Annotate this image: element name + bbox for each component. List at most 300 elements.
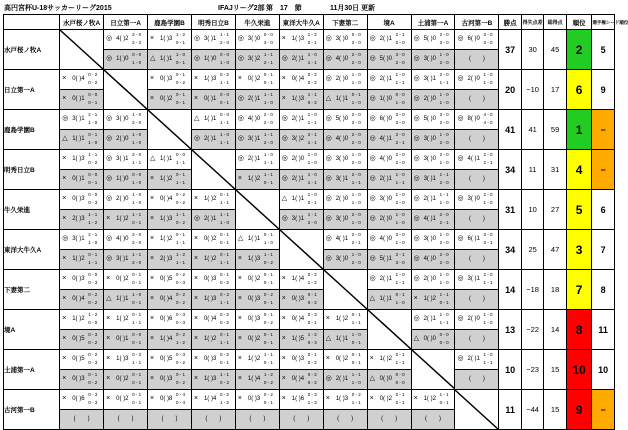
match-score: 0( )2 bbox=[247, 336, 261, 342]
match-result-first-leg bbox=[279, 390, 323, 410]
seed-rank: − bbox=[592, 110, 615, 150]
match-score: 0( )4 bbox=[203, 316, 217, 322]
result-symbol: ◎ bbox=[325, 115, 332, 122]
table-row bbox=[4, 230, 615, 250]
result-symbol: × bbox=[62, 195, 67, 202]
pending-match: ( ) bbox=[468, 336, 485, 342]
match-result-second-leg bbox=[148, 90, 192, 110]
match-result-first-leg bbox=[60, 350, 104, 370]
second-half-score: 0 - 1 bbox=[263, 340, 273, 345]
first-half-score: 3 - 0 bbox=[395, 52, 405, 57]
self-match-cell bbox=[367, 310, 411, 350]
team-points: 34 bbox=[499, 150, 521, 190]
first-half-score: 1 - 0 bbox=[351, 252, 361, 257]
match-result-first-leg bbox=[60, 390, 104, 410]
match-score: 1( )1 bbox=[247, 236, 261, 242]
first-half-score: 1 - 0 bbox=[219, 132, 229, 137]
seed-rank: − bbox=[592, 150, 615, 190]
first-half-score: 1 - 0 bbox=[439, 52, 449, 57]
first-half-score: 2 - 0 bbox=[439, 252, 449, 257]
first-half-score: 0 - 2 bbox=[176, 292, 186, 297]
result-symbol: × bbox=[281, 355, 286, 362]
result-symbol: ◎ bbox=[281, 55, 288, 62]
goals-for: 47 bbox=[544, 230, 566, 270]
round-label: 第 17 節 bbox=[266, 5, 302, 12]
result-symbol: ◎ bbox=[457, 275, 464, 282]
updated-label: 11月30日 更新 bbox=[330, 5, 376, 12]
league-table bbox=[3, 14, 628, 430]
match-score: 6( )1 bbox=[467, 236, 480, 242]
result-symbol: × bbox=[281, 295, 286, 302]
first-half-score: 2 - 1 bbox=[395, 32, 405, 37]
match-result-second-leg bbox=[191, 50, 235, 70]
result-symbol: × bbox=[150, 95, 155, 102]
match-result-second-leg bbox=[148, 210, 192, 230]
first-half-score: 1 - 0 bbox=[483, 312, 493, 317]
match-result-first-leg bbox=[279, 110, 323, 130]
match-result-second-leg bbox=[279, 130, 323, 150]
second-half-score: 1 - 1 bbox=[307, 140, 317, 145]
match-score: 1( )5 bbox=[291, 336, 305, 342]
match-result-second-leg bbox=[323, 90, 367, 110]
result-symbol: × bbox=[281, 95, 286, 102]
second-half-score: 1 - 3 bbox=[307, 400, 317, 405]
match-score: 1( )3 bbox=[335, 396, 349, 402]
match-score: 1( )3 bbox=[247, 256, 261, 262]
row-team-name: 牛久栄進 bbox=[4, 190, 60, 230]
match-result-second-leg bbox=[191, 330, 235, 350]
second-half-score: 0 - 1 bbox=[263, 400, 273, 405]
first-half-score: 0 - 0 bbox=[88, 92, 98, 97]
result-symbol: ◎ bbox=[62, 235, 69, 242]
match-result-first-leg bbox=[279, 270, 323, 290]
second-half-score: 1 - 0 bbox=[263, 100, 273, 105]
result-symbol: × bbox=[62, 255, 67, 262]
match-score: 1( )2 bbox=[203, 196, 217, 202]
first-half-score: 0 - 3 bbox=[88, 392, 98, 397]
first-half-score: 1 - 0 bbox=[395, 272, 405, 277]
second-half-score: 0 - 1 bbox=[219, 240, 229, 245]
match-result-first-leg bbox=[104, 270, 148, 290]
second-half-score: 1 - 0 bbox=[88, 140, 98, 145]
second-half-score: 1 - 0 bbox=[351, 100, 361, 105]
match-score: 1( )2 bbox=[423, 296, 436, 302]
goals-for: 17 bbox=[544, 70, 566, 110]
second-half-score: 1 - 0 bbox=[483, 80, 493, 85]
match-score: 1( )2 bbox=[72, 256, 85, 262]
first-half-score: 0 - 1 bbox=[219, 192, 229, 197]
match-score: 0( )2 bbox=[203, 236, 217, 242]
first-half-score: 0 - 0 bbox=[132, 332, 142, 337]
second-half-score: 2 - 0 bbox=[395, 160, 405, 165]
match-score: 2( )0 bbox=[467, 316, 480, 322]
second-half-score: 0 - 4 bbox=[176, 400, 186, 405]
match-result-second-leg bbox=[367, 370, 411, 390]
first-half-score: 2 - 0 bbox=[439, 32, 449, 37]
column-header-team: 明秀日立B bbox=[191, 15, 235, 30]
match-result-first-leg bbox=[104, 150, 148, 170]
result-symbol: ◎ bbox=[325, 155, 332, 162]
second-half-score: 0 - 1 bbox=[439, 300, 449, 305]
table-row bbox=[4, 390, 615, 410]
second-half-score: 1 - 0 bbox=[263, 240, 273, 245]
second-half-score: 1 - 0 bbox=[439, 280, 449, 285]
result-symbol: ◎ bbox=[325, 255, 332, 262]
second-half-score: 2 - 0 bbox=[351, 160, 361, 165]
match-result-first-leg bbox=[235, 230, 279, 250]
result-symbol: × bbox=[193, 95, 199, 102]
first-half-score: 1 - 0 bbox=[395, 72, 405, 77]
match-score: 0( )3 bbox=[291, 296, 305, 302]
first-half-score: 0 - 1 bbox=[263, 272, 273, 277]
match-result-second-leg bbox=[411, 290, 455, 310]
second-half-score: 0 - 2 bbox=[88, 300, 98, 305]
first-half-score: 1 - 1 bbox=[219, 32, 229, 37]
second-half-score: 0 - 1 bbox=[263, 360, 273, 365]
first-half-score: 1 - 0 bbox=[439, 132, 449, 137]
second-half-score: 1 - 0 bbox=[351, 380, 361, 385]
second-half-score: 3 - 0 bbox=[351, 120, 361, 125]
match-score: 0( )3 bbox=[160, 376, 173, 382]
match-score: 1( )3 bbox=[160, 216, 173, 222]
first-half-score: 0 - 1 bbox=[176, 72, 186, 77]
row-team-name: 古河第一B bbox=[4, 390, 60, 430]
result-symbol: ◎ bbox=[281, 115, 288, 122]
second-half-score: 0 - 2 bbox=[219, 320, 229, 325]
first-half-score: 0 - 0 bbox=[219, 112, 229, 117]
match-score: 0( )5 bbox=[72, 336, 85, 342]
first-half-score: 1 - 0 bbox=[351, 192, 361, 197]
match-score: 1( )1 bbox=[72, 136, 85, 142]
match-result-second-leg bbox=[191, 290, 235, 310]
self-match-cell bbox=[104, 70, 148, 110]
column-header-team: 土浦第一A bbox=[411, 15, 455, 30]
match-result-second-leg bbox=[279, 410, 323, 430]
match-result-second-leg bbox=[411, 210, 455, 230]
match-score: 2( )0 bbox=[335, 76, 349, 82]
match-score: 1( )2 bbox=[160, 236, 173, 242]
goal-difference: −18 bbox=[521, 270, 543, 310]
result-symbol: ◎ bbox=[413, 235, 420, 242]
result-symbol: × bbox=[150, 175, 155, 182]
first-half-score: 2 - 0 bbox=[483, 272, 493, 277]
rank-badge: 10 bbox=[566, 350, 592, 390]
match-score: 2( )1 bbox=[379, 36, 392, 42]
match-result-first-leg bbox=[191, 190, 235, 210]
match-score: 0( )2 bbox=[247, 76, 261, 82]
first-half-score: 2 - 0 bbox=[395, 152, 405, 157]
match-score: 1( )3 bbox=[116, 356, 129, 362]
match-result-first-leg bbox=[191, 30, 235, 50]
second-half-score: 3 - 0 bbox=[395, 260, 405, 265]
match-result-first-leg bbox=[279, 310, 323, 330]
match-score: 1( )4 bbox=[291, 276, 305, 282]
match-result-first-leg bbox=[191, 110, 235, 130]
match-result-first-leg bbox=[367, 350, 411, 370]
pending-match: ( ) bbox=[381, 416, 398, 422]
first-half-score: 0 - 3 bbox=[176, 312, 186, 317]
match-score: 4( )0 bbox=[116, 236, 129, 242]
first-half-score: 2 - 1 bbox=[395, 252, 405, 257]
match-result-first-leg bbox=[455, 230, 499, 250]
match-score: 0( )1 bbox=[203, 96, 217, 102]
table-row bbox=[4, 350, 615, 370]
match-score: 0( )4 bbox=[160, 296, 173, 302]
result-symbol: × bbox=[281, 275, 286, 282]
second-half-score: 0 - 2 bbox=[219, 280, 229, 285]
first-half-score: 0 - 3 bbox=[307, 312, 317, 317]
first-half-score: 0 - 1 bbox=[88, 372, 98, 377]
match-score: 2( )0 bbox=[423, 276, 436, 282]
result-symbol: × bbox=[237, 275, 242, 282]
match-result-first-leg bbox=[104, 390, 148, 410]
diagonal-line bbox=[455, 390, 498, 429]
match-result-second-leg bbox=[323, 130, 367, 150]
diagonal-line bbox=[324, 270, 367, 309]
second-half-score: 2 - 0 bbox=[351, 60, 361, 65]
match-score: 0( )3 bbox=[247, 296, 261, 302]
match-score: 1( )2 bbox=[423, 396, 436, 402]
match-score: 1( )1 bbox=[160, 56, 173, 62]
match-score: 3( )0 bbox=[467, 196, 480, 202]
second-half-score: 1 - 2 bbox=[176, 340, 186, 345]
header-row bbox=[4, 15, 615, 30]
match-score: 2( )1 bbox=[423, 196, 436, 202]
result-symbol: × bbox=[62, 175, 67, 182]
match-result-first-leg bbox=[148, 310, 192, 330]
league-name: IFAJリーグ2部 bbox=[218, 5, 265, 12]
match-result-second-leg bbox=[323, 410, 367, 430]
table-row bbox=[4, 270, 615, 290]
match-score: 3( )1 bbox=[72, 236, 85, 242]
match-result-first-leg bbox=[235, 30, 279, 50]
match-result-second-leg bbox=[191, 90, 235, 110]
match-result-second-leg bbox=[60, 130, 104, 150]
match-score: 1( )2 bbox=[247, 356, 261, 362]
match-score: 1( )2 bbox=[247, 176, 261, 182]
result-symbol: × bbox=[237, 335, 242, 342]
match-result-second-leg bbox=[191, 250, 235, 270]
match-score: 0( )2 bbox=[335, 356, 349, 362]
result-symbol: × bbox=[62, 215, 67, 222]
match-result-first-leg bbox=[104, 30, 148, 50]
match-result-second-leg bbox=[367, 250, 411, 270]
first-half-score: 1 - 0 bbox=[132, 112, 142, 117]
second-half-score: 0 - 3 bbox=[88, 360, 98, 365]
first-half-score: 1 - 0 bbox=[439, 312, 449, 317]
second-half-score: 1 - 1 bbox=[176, 260, 186, 265]
match-result-second-leg bbox=[235, 330, 279, 350]
result-symbol: ◎ bbox=[369, 115, 376, 122]
self-match-cell bbox=[323, 270, 367, 310]
match-result-second-leg bbox=[323, 50, 367, 70]
result-symbol: △ bbox=[106, 295, 112, 302]
first-half-score: 2 - 0 bbox=[132, 232, 142, 237]
match-score: 3( )0 bbox=[335, 36, 349, 42]
first-half-score: 0 - 2 bbox=[351, 392, 361, 397]
result-symbol: ◎ bbox=[457, 315, 464, 322]
result-symbol: ◎ bbox=[325, 175, 332, 182]
match-score: 4( )2 bbox=[116, 36, 129, 42]
second-half-score: 0 - 3 bbox=[88, 280, 98, 285]
seed-rank: 7 bbox=[592, 230, 615, 270]
match-score: 6( )0 bbox=[467, 36, 480, 42]
match-result-second-leg bbox=[60, 210, 104, 230]
match-score: 4( )1 bbox=[423, 216, 436, 222]
second-half-score: 0 - 3 bbox=[307, 340, 317, 345]
first-half-score: 0 - 0 bbox=[88, 192, 98, 197]
result-symbol: × bbox=[106, 215, 111, 222]
result-symbol: × bbox=[150, 375, 155, 382]
result-symbol: × bbox=[150, 275, 155, 282]
match-score: 4( )0 bbox=[379, 236, 392, 242]
column-header-team: 東洋大牛久A bbox=[279, 15, 323, 30]
second-half-score: 1 - 1 bbox=[483, 280, 493, 285]
first-half-score: 1 - 0 bbox=[307, 192, 317, 197]
pending-match: ( ) bbox=[468, 376, 485, 382]
result-symbol: × bbox=[106, 315, 111, 322]
match-result-second-leg bbox=[279, 210, 323, 230]
first-half-score: 1 - 1 bbox=[263, 352, 273, 357]
first-half-score: 0 - 2 bbox=[307, 72, 317, 77]
self-match-cell bbox=[455, 390, 499, 430]
second-half-score: 1 - 0 bbox=[88, 120, 98, 125]
first-half-score: 0 - 1 bbox=[88, 132, 98, 137]
match-score: 3( )0 bbox=[423, 136, 436, 142]
result-symbol: ◎ bbox=[281, 135, 288, 142]
goal-difference: 11 bbox=[521, 150, 543, 190]
second-half-score: 2 - 0 bbox=[439, 240, 449, 245]
first-half-score: 2 - 0 bbox=[351, 132, 361, 137]
first-half-score: 3 - 0 bbox=[395, 232, 405, 237]
match-result-second-leg bbox=[323, 210, 367, 230]
result-symbol: × bbox=[150, 295, 155, 302]
seed-rank: 11 bbox=[592, 310, 615, 350]
match-score: 1( )3 bbox=[160, 36, 173, 42]
first-half-score: 0 - 3 bbox=[88, 332, 98, 337]
match-result-second-leg bbox=[60, 250, 104, 270]
second-half-score: 2 - 0 bbox=[439, 140, 449, 145]
first-half-score: 2 - 0 bbox=[483, 152, 493, 157]
first-half-score: 0 - 2 bbox=[176, 272, 186, 277]
match-result-first-leg bbox=[323, 350, 367, 370]
match-result-second-leg bbox=[367, 290, 411, 310]
goals-for: 27 bbox=[544, 190, 566, 230]
result-symbol: ◎ bbox=[369, 95, 376, 102]
match-result-first-leg bbox=[191, 310, 235, 330]
first-half-score: 0 - 1 bbox=[351, 352, 361, 357]
second-half-score: 0 - 3 bbox=[176, 320, 186, 325]
match-result-second-leg bbox=[148, 330, 192, 350]
result-symbol: ◎ bbox=[281, 175, 288, 182]
first-half-score: 0 - 1 bbox=[219, 272, 229, 277]
goals-for: 15 bbox=[544, 390, 566, 430]
match-score: 4( )1 bbox=[379, 136, 392, 142]
match-score: 3( )1 bbox=[116, 156, 129, 162]
second-half-score: 0 - 0 bbox=[395, 40, 405, 45]
match-score: 0( )2 bbox=[247, 276, 261, 282]
result-symbol: ◎ bbox=[369, 195, 376, 202]
match-score: 1( )1 bbox=[335, 336, 349, 342]
match-result-second-leg bbox=[455, 250, 499, 270]
second-half-score: 2 - 0 bbox=[439, 60, 449, 65]
seed-rank: − bbox=[592, 390, 615, 430]
first-half-score: 1 - 0 bbox=[395, 212, 405, 217]
match-result-first-leg bbox=[367, 150, 411, 170]
result-symbol: △ bbox=[150, 155, 156, 162]
pending-match: ( ) bbox=[468, 296, 485, 302]
match-score: 0( )4 bbox=[72, 296, 85, 302]
second-half-score: 0 - 1 bbox=[176, 60, 186, 65]
second-half-score: 1 - 1 bbox=[132, 160, 142, 165]
first-half-score: 0 - 2 bbox=[176, 192, 186, 197]
match-score: 3( )1 bbox=[467, 276, 480, 282]
second-half-score: 3 - 0 bbox=[483, 40, 493, 45]
match-score: 0( )4 bbox=[291, 376, 305, 382]
match-result-first-leg bbox=[367, 270, 411, 290]
result-symbol: ◎ bbox=[193, 215, 201, 222]
result-symbol: × bbox=[237, 375, 242, 382]
result-symbol: ◎ bbox=[106, 175, 113, 182]
first-half-score: 1 - 1 bbox=[307, 212, 317, 217]
second-half-score: 0 - 1 bbox=[395, 400, 405, 405]
result-symbol: × bbox=[62, 395, 67, 402]
first-half-score: 0 - 0 bbox=[176, 152, 186, 157]
second-half-score: 0 - 1 bbox=[263, 280, 273, 285]
goal-difference: 41 bbox=[521, 110, 543, 150]
result-symbol: ◎ bbox=[369, 75, 376, 82]
first-half-score: 0 - 1 bbox=[219, 252, 229, 257]
second-half-score: 1 - 0 bbox=[351, 220, 361, 225]
second-half-score: 0 - 1 bbox=[307, 200, 317, 205]
second-half-score: 1 - 1 bbox=[176, 240, 186, 245]
second-half-score: 0 - 1 bbox=[176, 100, 186, 105]
first-half-score: 3 - 0 bbox=[483, 232, 493, 237]
match-result-first-leg bbox=[323, 150, 367, 170]
result-symbol: ◎ bbox=[237, 35, 244, 42]
first-half-score: 1 - 1 bbox=[219, 372, 229, 377]
match-score: 1( )0 bbox=[116, 176, 129, 182]
rank-badge: 5 bbox=[566, 190, 592, 230]
first-half-score: 0 - 1 bbox=[176, 172, 186, 177]
first-half-score: 1 - 1 bbox=[263, 132, 273, 137]
first-half-score: 0 - 0 bbox=[219, 52, 229, 57]
match-result-first-leg bbox=[235, 70, 279, 90]
first-half-score: 1 - 1 bbox=[439, 172, 449, 177]
match-result-first-leg bbox=[235, 110, 279, 130]
first-half-score: 0 - 0 bbox=[395, 372, 405, 377]
goals-for: 15 bbox=[544, 350, 566, 390]
second-half-score: 1 - 1 bbox=[219, 140, 229, 145]
match-score: 4( )0 bbox=[423, 256, 436, 262]
match-result-second-leg bbox=[60, 330, 104, 350]
diagonal-line bbox=[192, 150, 235, 189]
result-symbol: × bbox=[193, 355, 199, 362]
match-result-first-leg bbox=[455, 310, 499, 330]
first-half-score: 2 - 0 bbox=[351, 52, 361, 57]
first-half-score: 0 - 0 bbox=[351, 32, 361, 37]
result-symbol: △ bbox=[369, 375, 376, 382]
result-symbol: × bbox=[62, 155, 67, 162]
result-symbol: ◎ bbox=[413, 155, 420, 162]
match-score: 0( )5 bbox=[160, 356, 173, 362]
match-result-second-leg bbox=[104, 210, 148, 230]
match-result-second-leg bbox=[411, 250, 455, 270]
match-result-first-leg bbox=[60, 70, 104, 90]
self-match-cell bbox=[279, 230, 323, 270]
result-symbol: × bbox=[281, 375, 286, 382]
match-result-second-leg bbox=[411, 330, 455, 350]
